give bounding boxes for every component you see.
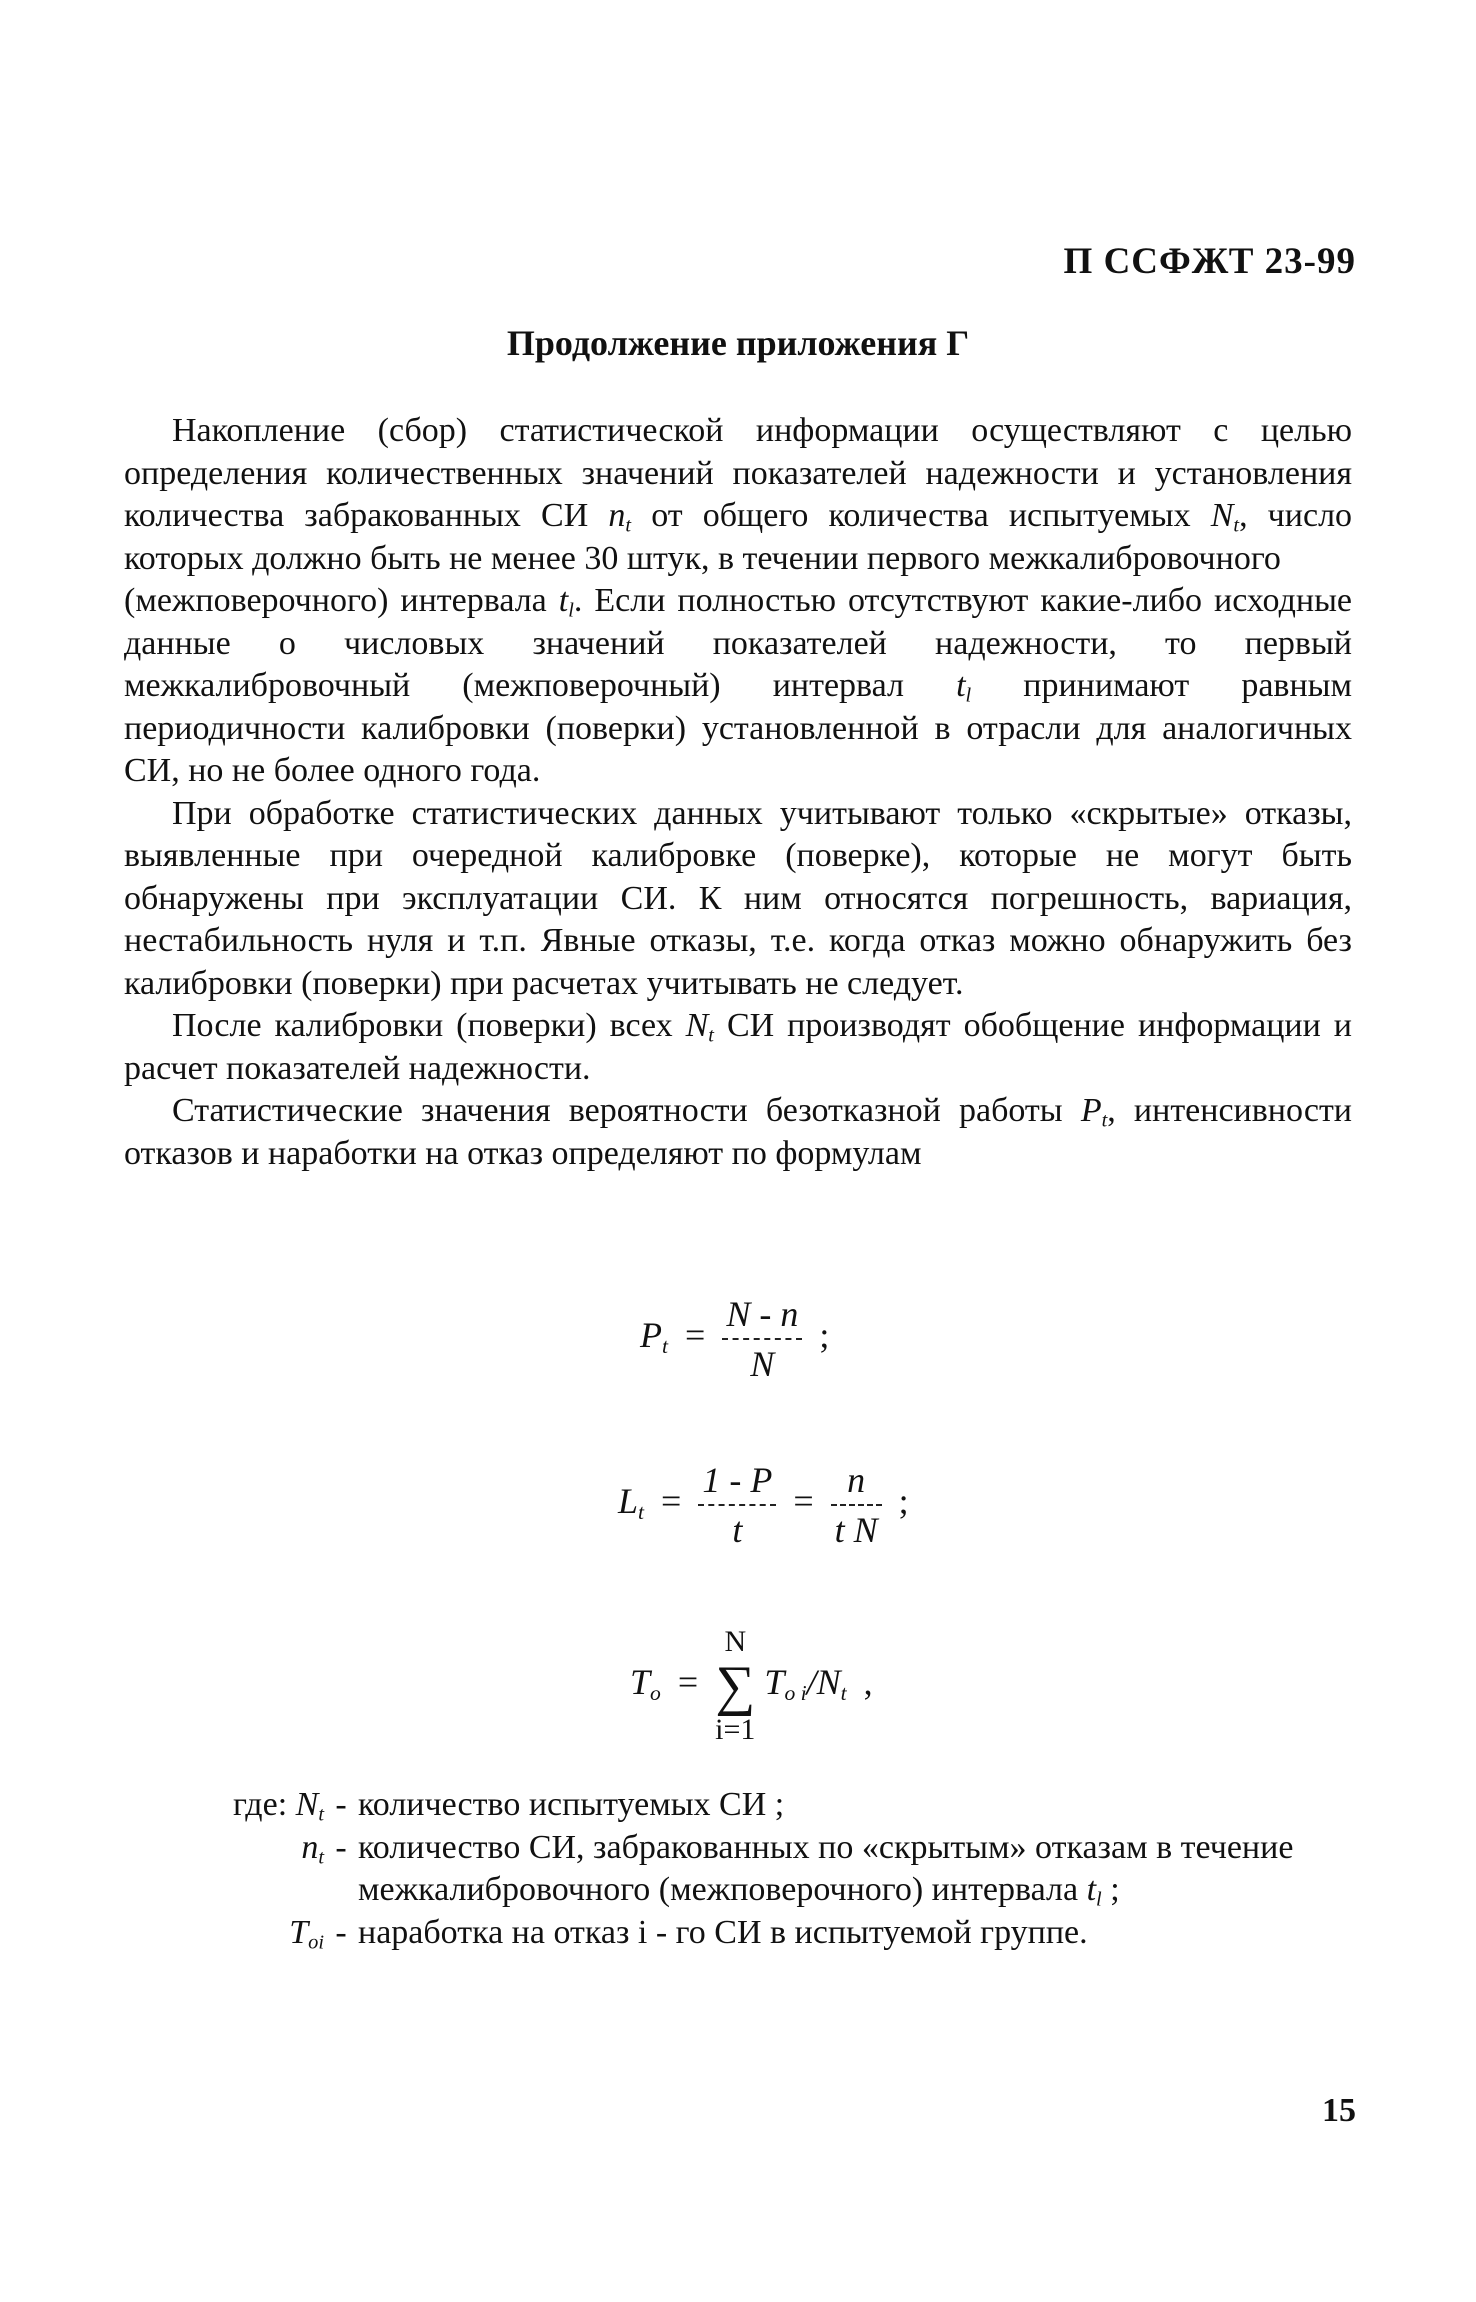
formula-lhs: $L_t$: [618, 1481, 645, 1525]
legend-dash: -: [335, 1828, 347, 1866]
text-run: Накопление (сбор) статистической информации осуществляют с целью определения количественных значений показателей надежности и установления количества забракованных СИ: [124, 412, 1352, 534]
symbol-legend: [124, 1784, 1364, 1954]
symbol-N: $N_t$: [1210, 497, 1240, 537]
symbol-P: $P_t$: [1080, 1092, 1108, 1132]
symbol-t: $t_l$: [956, 667, 972, 707]
appendix-heading: Продолжение приложения Г: [506, 323, 970, 363]
text-run: Статистические значения вероятности безотказной работы: [172, 1092, 1063, 1129]
formula-lhs: $P_t$: [640, 1315, 668, 1359]
equals-sign: =: [677, 1662, 699, 1703]
text-run: принимают равным периодичности калибровки (поверки) установленной в отрасли для аналогичных СИ, но не более одного года.: [124, 667, 1353, 789]
summation: [715, 1625, 755, 1747]
paragraph: [124, 1005, 1352, 1090]
fraction: [698, 1456, 776, 1554]
legend-dash: -: [335, 1786, 347, 1823]
legend-item: [124, 1912, 1364, 1955]
paragraph: [124, 1090, 1352, 1175]
text-run: СИ производят обобщение информации и расчет показателей надежности.: [124, 1007, 1352, 1087]
legend-description: количество испытуемых СИ ;: [358, 1786, 785, 1823]
numerator: n: [831, 1456, 882, 1506]
symbol-t: $t_l$: [558, 582, 574, 622]
denominator: t: [732, 1510, 743, 1550]
numerator: 1 - P: [698, 1456, 776, 1506]
legend-description: количество СИ, забракованных по «скрытым» отказам в течение межкалибровочного (межповерочного) интервала $t_l$ ;: [358, 1828, 1294, 1911]
page-number: 15: [1322, 2092, 1356, 2129]
text-run: , число которых должно быть не менее 30 штук, в течении первого межкалибровочного: [124, 497, 1353, 577]
text-run: (межповерочного) интервала: [124, 582, 547, 619]
equals-sign: =: [661, 1481, 682, 1522]
sum-lower-limit: i=1: [715, 1713, 756, 1746]
equals-sign: =: [685, 1315, 706, 1356]
formula-reliability: [640, 1290, 837, 1388]
sigma-icon: ∑: [715, 1655, 756, 1717]
equals-sign: =: [793, 1481, 814, 1522]
text-run: При обработке статистических данных учитывают только «скрытые» отказы, выявленные при очередной калибровке (поверке), которые не могут быть обнаружены при эксплуатации СИ. К ним относятся погрешность, вариация, нестабильность нуля и т.п. Явные отказы, т.е. когда отказ можно обнаружить без калибровки (поверки) при расчетах учитывать не следует.: [124, 794, 1352, 1002]
legend-symbol: $n_t$: [301, 1828, 324, 1869]
paragraph: [124, 793, 1352, 1006]
symbol-n: $n_t$: [608, 497, 632, 537]
sum-upper-limit: N: [724, 1625, 747, 1658]
text-run: После калибровки (поверки) всех: [172, 1007, 673, 1044]
legend-item: [124, 1784, 1364, 1827]
formula-failure-rate: [618, 1456, 917, 1554]
legend-symbol: $T_{oi}$: [289, 1913, 324, 1954]
fraction: [831, 1456, 882, 1554]
legend-item: [124, 1827, 1364, 1912]
body-text: [124, 410, 1352, 1175]
paragraph: [124, 410, 1352, 580]
denominator: N: [750, 1344, 775, 1384]
legend-description: наработка на отказ i - го СИ в испытуемой группе.: [358, 1913, 1088, 1951]
legend-symbol: где: $N_t$: [233, 1786, 324, 1826]
text-run: , интенсивности отказов и наработки на отказ определяют по формулам: [124, 1092, 1352, 1172]
punctuation: ;: [819, 1315, 830, 1356]
paragraph: [124, 580, 1352, 793]
fraction: [722, 1290, 802, 1388]
symbol-N: $N_t$: [685, 1007, 714, 1047]
legend-dash: -: [335, 1913, 347, 1951]
text-run: от общего количества испытуемых: [651, 497, 1191, 534]
text-run: . Если полностью отсутствуют какие-либо исходные данные о числовых значений показателей надежности, то первый межкалибровочный (межповерочный) интервал: [124, 582, 1353, 704]
formula-mtbf: [630, 1625, 881, 1747]
sum-term: $T_{o i}/N_t$: [764, 1662, 847, 1706]
punctuation: ,: [863, 1662, 873, 1703]
punctuation: ;: [898, 1481, 909, 1522]
document-code: П ССФЖТ 23-99: [1063, 241, 1356, 282]
numerator: N - n: [722, 1290, 802, 1340]
formula-lhs: $T_o$: [630, 1662, 661, 1706]
denominator: t N: [834, 1510, 878, 1550]
